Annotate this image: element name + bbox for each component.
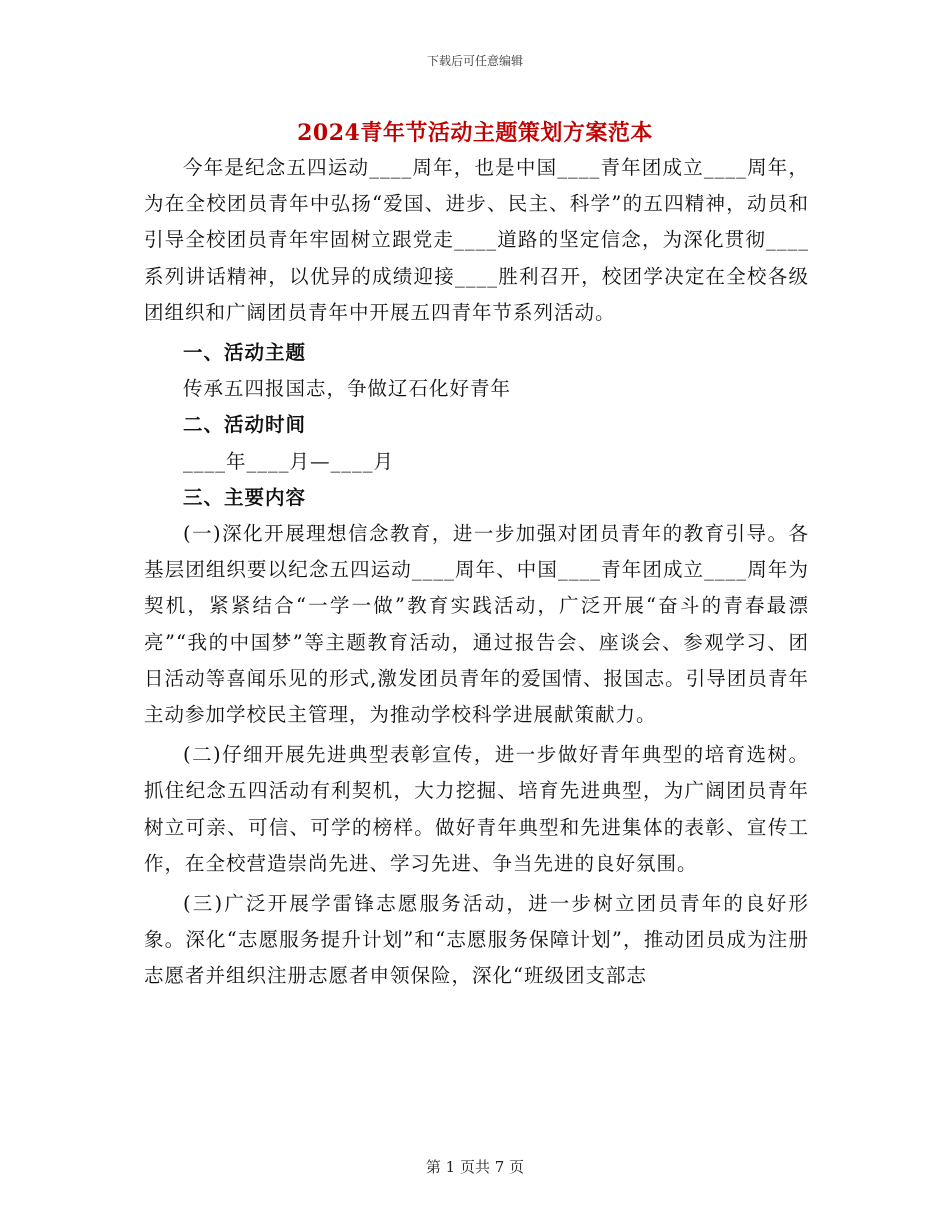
content-item-3: (三)广泛开展学雷锋志愿服务活动，进一步树立团员青年的良好形象。深化“志愿服务提升计划”和“志愿服务保障计划”，推动团员成为注册志愿者并组织注册志愿者申领保险，深化“班级团支部志 — [144, 892, 809, 988]
download-note: 下载后可任意编辑 — [426, 54, 523, 68]
section-text-time: ____年____月—____月 — [183, 449, 395, 473]
section-heading-time: 二、活动时间 — [183, 413, 307, 437]
document-title: 2024青年节活动主题策划方案范本 — [297, 120, 653, 146]
section-text-theme: 传承五四报国志，争做辽石化好青年 — [183, 377, 512, 401]
section-heading-content: 三、主要内容 — [183, 485, 307, 509]
section-heading-theme: 一、活动主题 — [183, 341, 307, 365]
content-item-2: (二)仔细开展先进典型表彰宣传，进一步做好青年典型的培育选树。抓住纪念五四活动有利契机，大力挖掘、培育先进典型，为广阔团员青年树立可亲、可信、可学的榜样。做好青年典型和先进集体的表彰、宣传工作，在全校营造崇尚先进、学习先进、争当先进的良好氛围。 — [144, 743, 809, 875]
page-number: 第 1 页共 7 页 — [425, 1158, 525, 1176]
intro-paragraph: 今年是纪念五四运动____周年，也是中国____青年团成立____周年，为在全校团员青年中弘扬“爱国、进步、民主、科学”的五四精神，动员和引导全校团员青年牢固树立跟党走____道路的坚定信念，为深化贯彻____系列讲话精神，以优异的成绩迎接____胜利召开，校团学决定在全校各级团组织和广阔团员青年中开展五四青年节系列活动。 — [144, 156, 809, 324]
document-body — [144, 150, 809, 995]
content-item-1: (一)深化开展理想信念教育，进一步加强对团员青年的教育引导。各基层团组织要以纪念五四运动____周年、中国____青年团成立____周年为契机，紧紧结合“一学一做”教育实践活动，广泛开展“奋斗的青春最漂亮”“我的中国梦”等主题教育活动，通过报告会、座谈会、参观学习、团日活动等喜闻乐见的形式,激发团员青年的爱国情、报国志。引导团员青年主动参加学校民主管理，为推动学校科学进展献策献力。 — [144, 522, 809, 727]
